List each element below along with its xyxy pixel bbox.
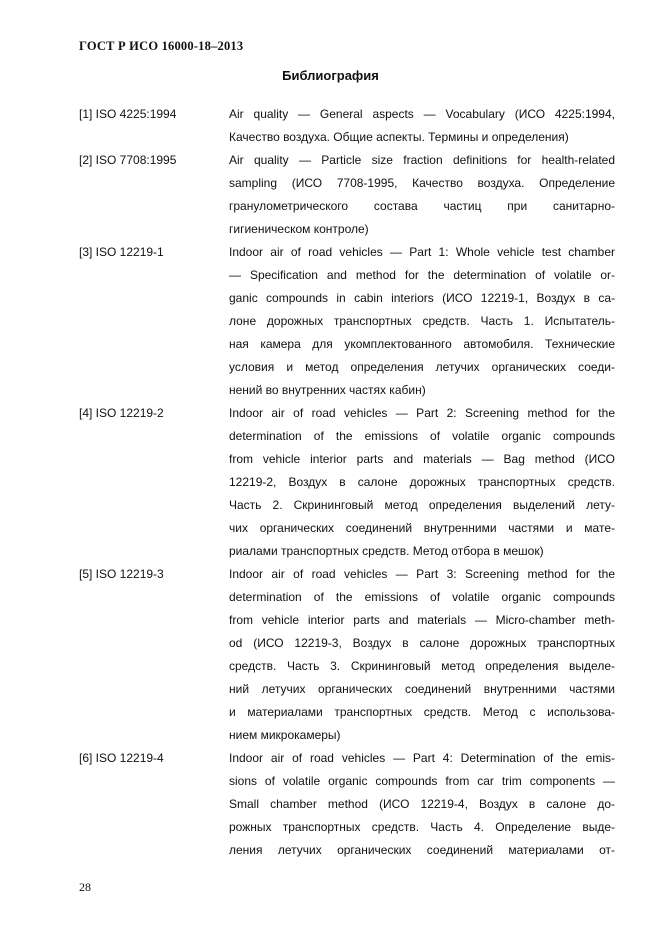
text-line: ganic compounds in cabin interiors (ИСО 12219-1, Воздух в са-: [229, 291, 615, 305]
bibliography-entry: [79, 747, 615, 862]
reference-number: [2] ISO 7708:1995: [79, 153, 177, 167]
text-line: ний летучих органических соединений внутренними частями: [229, 682, 615, 696]
reference-description: [229, 747, 615, 862]
text-line: ная камера для укомплектованного автомобиля. Технические: [229, 337, 615, 351]
text-line: риалами транспортных средств. Метод отбора в мешок): [229, 544, 544, 558]
text-line: рожных транспортных средств. Часть 4. Определение выде-: [229, 820, 615, 834]
text-line: нений во внутренних частях кабин): [229, 383, 426, 397]
bibliography-entry: [79, 402, 615, 563]
text-line: Air quality — General aspects — Vocabulary (ИСО 4225:1994,: [229, 107, 615, 121]
reference-number: [6] ISO 12219-4: [79, 751, 164, 765]
text-line: Часть 2. Скрининговый метод определения выделений лету-: [229, 498, 615, 512]
bibliography-list: [79, 103, 615, 862]
page-number: 28: [79, 880, 91, 894]
reference-description: [229, 241, 615, 402]
reference-description: [229, 402, 615, 563]
text-line: условия и метод определения летучих органических соеди-: [229, 360, 615, 374]
bibliography-entry: [79, 149, 615, 241]
reference-description: [229, 103, 615, 149]
text-line: Indoor air of road vehicles — Part 4: Determination of the emis-: [229, 751, 615, 765]
text-line: determination of the emissions of volatile organic compounds: [229, 429, 615, 443]
text-line: determination of the emissions of volatile organic compounds: [229, 590, 615, 604]
reference-description: [229, 563, 615, 747]
text-line: 12219-2, Воздух в салоне дорожных транспортных средств.: [229, 475, 615, 489]
reference-number: [1] ISO 4225:1994: [79, 107, 177, 121]
bibliography-entry: [79, 563, 615, 747]
reference-number: [5] ISO 12219-3: [79, 567, 164, 581]
standard-header: ГОСТ Р ИСО 16000-18–2013: [79, 39, 244, 53]
reference-number: [3] ISO 12219-1: [79, 245, 164, 259]
text-line: Качество воздуха. Общие аспекты. Термины и определения): [229, 130, 569, 144]
text-line: и материалами транспортных средств. Метод с использова-: [229, 705, 615, 719]
text-line: od (ИСО 12219-3, Воздух в салоне дорожных транспортных: [229, 636, 615, 650]
text-line: Indoor air of road vehicles — Part 1: Whole vehicle test chamber: [229, 245, 615, 259]
reference-number: [4] ISO 12219-2: [79, 406, 164, 420]
bibliography-entry: [79, 241, 615, 402]
text-line: лоне дорожных транспортных средств. Часть 1. Испытатель-: [229, 314, 615, 328]
text-line: средств. Часть 3. Скрининговый метод определения выделе-: [229, 659, 615, 673]
text-line: гигиеническом контроле): [229, 222, 369, 236]
text-line: Small chamber method (ИСО 12219-4, Воздух в салоне до-: [229, 797, 615, 811]
text-line: Air quality — Particle size fraction definitions for health-related: [229, 153, 615, 167]
text-line: гранулометрического состава частиц при санитарно-: [229, 199, 615, 213]
text-line: sions of volatile organic compounds from car trim components —: [229, 774, 615, 788]
page-title: Библиография: [282, 68, 379, 83]
text-line: Indoor air of road vehicles — Part 2: Screening method for the: [229, 406, 615, 420]
text-line: Indoor air of road vehicles — Part 3: Screening method for the: [229, 567, 615, 581]
text-line: from vehicle interior parts and materials — Bag method (ИСО: [229, 452, 615, 466]
text-line: нием микрокамеры): [229, 728, 341, 742]
text-line: from vehicle interior parts and materials — Micro-chamber meth-: [229, 613, 615, 627]
text-line: — Specification and method for the determination of volatile or-: [229, 268, 615, 282]
text-line: sampling (ИСО 7708-1995, Качество воздуха. Определение: [229, 176, 615, 190]
reference-description: [229, 149, 615, 241]
text-line: чих органических соединений внутренними частями и мате-: [229, 521, 615, 535]
text-line: ления летучих органических соединений материалами от-: [229, 843, 615, 857]
bibliography-entry: [79, 103, 615, 149]
